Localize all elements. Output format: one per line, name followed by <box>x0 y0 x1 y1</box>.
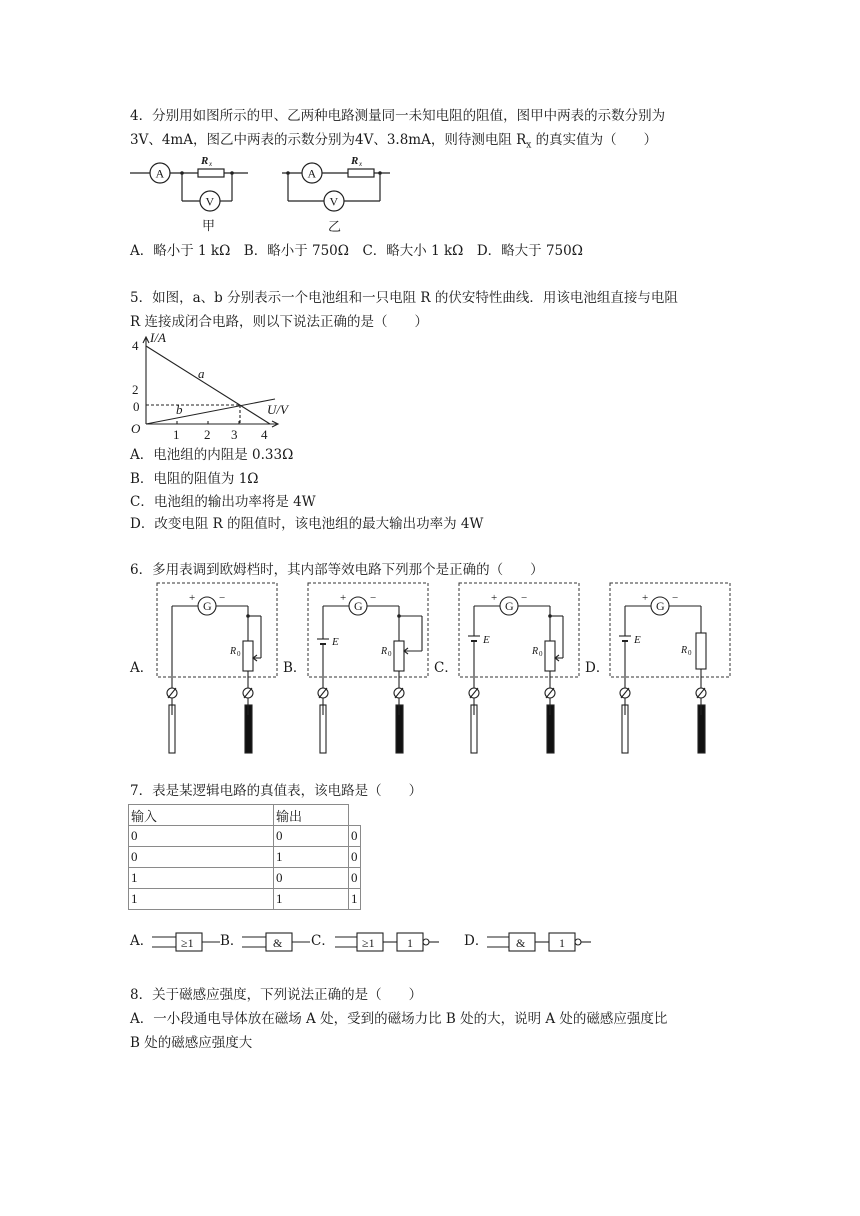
rx-sub: x <box>359 160 363 168</box>
q5-option-a: A．电池组的内阻是 0.33Ω <box>130 447 294 463</box>
table-row: 0 0 0 <box>129 826 361 847</box>
galvanometer-label: G <box>656 599 665 613</box>
header-input: 输入 <box>129 805 274 826</box>
table-header-row <box>129 805 361 826</box>
gate-and-symbol: & <box>273 936 283 950</box>
y-tick-2: 2 <box>132 382 139 397</box>
q6-label-c: C． <box>434 660 458 676</box>
minus-label: − <box>370 592 377 604</box>
q5-line2: R 连接成闭合电路，则以下说法正确的是（ ） <box>130 314 428 330</box>
ammeter-label: A <box>307 166 317 181</box>
minus-label: − <box>672 592 679 604</box>
q5-option-d: D．改变电阻 R 的阻值时，该电池组的最大输出功率为 4W <box>130 516 484 532</box>
q6-line1: 6．多用表调到欧姆档时，其内部等效电路下列那个是正确的（ ） <box>130 562 544 578</box>
q6-circuit-d <box>610 583 740 758</box>
x-tick-3: 3 <box>231 427 238 442</box>
x-tick-1: 1 <box>173 427 180 442</box>
q4-circuit-jia <box>130 155 260 235</box>
gate-and <box>242 931 312 955</box>
q8-line2: A．一小段通电导体放在磁场 A 处，受到的磁场力比 B 处的大，说明 A 处的磁感应强度比 <box>130 1011 668 1027</box>
gate-or <box>152 931 222 955</box>
q5-option-b: B．电阻的阻值为 1Ω <box>130 471 259 487</box>
q4-options: A．略小于 1 kΩ B．略小于 750Ω C．略大小 1 kΩ D．略大于 750Ω <box>130 243 583 259</box>
q6-label-b: B． <box>283 660 307 676</box>
q7-line1: 7．表是某逻辑电路的真值表，该电路是（ ） <box>130 783 423 799</box>
q6-circuit-b <box>308 583 438 758</box>
q7-label-a: A． <box>130 933 154 949</box>
header-output: 输出 <box>274 805 349 826</box>
table-row: 1 0 0 <box>129 868 361 889</box>
q5-option-c: C．电池组的输出功率将是 4W <box>130 494 316 510</box>
r0-label: R <box>681 645 688 656</box>
r0-label: R <box>230 646 237 657</box>
ammeter-label: A <box>155 166 165 181</box>
galvanometer-label: G <box>505 599 514 613</box>
galvanometer-label: G <box>354 599 363 613</box>
curve-b-label: b <box>176 402 183 417</box>
y-tick-4: 4 <box>132 338 139 353</box>
voltmeter-label: V <box>205 194 215 209</box>
plus-label: + <box>642 592 649 604</box>
r0-label: R <box>532 646 539 657</box>
emf-label: E <box>483 634 490 646</box>
minus-label: − <box>219 592 226 604</box>
table-row: 0 1 0 <box>129 847 361 868</box>
emf-label: E <box>634 634 641 646</box>
gate-and-not <box>487 931 597 955</box>
r0-label: R <box>381 646 388 657</box>
gate-or-symbol: ≥1 <box>362 936 375 950</box>
voltmeter-label: V <box>329 194 339 209</box>
x-tick-4: 4 <box>261 427 268 442</box>
q6-label-a: A． <box>130 660 154 676</box>
q6-circuit-a <box>157 583 287 758</box>
gate-and-symbol: & <box>516 936 526 950</box>
origin-label: O <box>131 421 141 436</box>
gate-or-symbol: ≥1 <box>181 936 194 950</box>
q6-label-d: D． <box>585 660 610 676</box>
gate-not-symbol: 1 <box>559 936 565 950</box>
minus-label: − <box>521 592 528 604</box>
emf-label: E <box>332 636 339 648</box>
table-row: 1 1 1 <box>129 889 361 910</box>
r0-sub: 0 <box>237 650 241 658</box>
q7-label-b: B． <box>220 933 244 949</box>
rx-label: R <box>201 155 209 167</box>
r0-sub: 0 <box>388 650 392 658</box>
plus-label: + <box>189 592 196 604</box>
plus-label: + <box>340 592 347 604</box>
q8-line1: 8．关于磁感应强度，下列说法正确的是（ ） <box>130 987 423 1003</box>
x-axis-label: U/V <box>267 402 288 417</box>
q4-line2: 3V、4mA，图乙中两表的示数分别为4V、3.8mA，则待测电阻 $R_x$ 的真实值为（ ） <box>130 132 658 151</box>
q7-label-c: C． <box>311 933 335 949</box>
q5-line1: 5．如图，a、b 分别表示一个电池组和一只电阻 R 的伏安特性曲线．用该电池组直接与电阻 <box>130 290 678 306</box>
label-jia: 甲 <box>202 218 216 233</box>
gate-or-not <box>335 931 445 955</box>
rx-label: R <box>351 155 359 167</box>
r0-sub: 0 <box>539 650 543 658</box>
label-yi: 乙 <box>328 219 342 234</box>
q4-circuit-yi <box>282 155 412 235</box>
r0-sub: 0 <box>688 649 692 657</box>
gate-not-symbol: 1 <box>407 936 413 950</box>
y-tick-0: 0 <box>133 399 140 414</box>
q4-line1: 4．分别用如图所示的甲、乙两种电路测量同一未知电阻的阻值，图甲中两表的示数分别为 <box>130 108 666 124</box>
q5-iu-graph <box>128 332 288 444</box>
rx-sub: x <box>209 160 213 168</box>
plus-label: + <box>491 592 498 604</box>
q6-circuit-c <box>459 583 589 758</box>
q8-line3: B 处的磁感应强度大 <box>130 1035 253 1051</box>
truth-table <box>128 804 361 910</box>
galvanometer-label: G <box>203 599 212 613</box>
y-axis-label: I/A <box>150 330 166 345</box>
x-tick-2: 2 <box>204 427 211 442</box>
q7-label-d: D． <box>464 933 489 949</box>
curve-a-label: a <box>198 366 205 381</box>
